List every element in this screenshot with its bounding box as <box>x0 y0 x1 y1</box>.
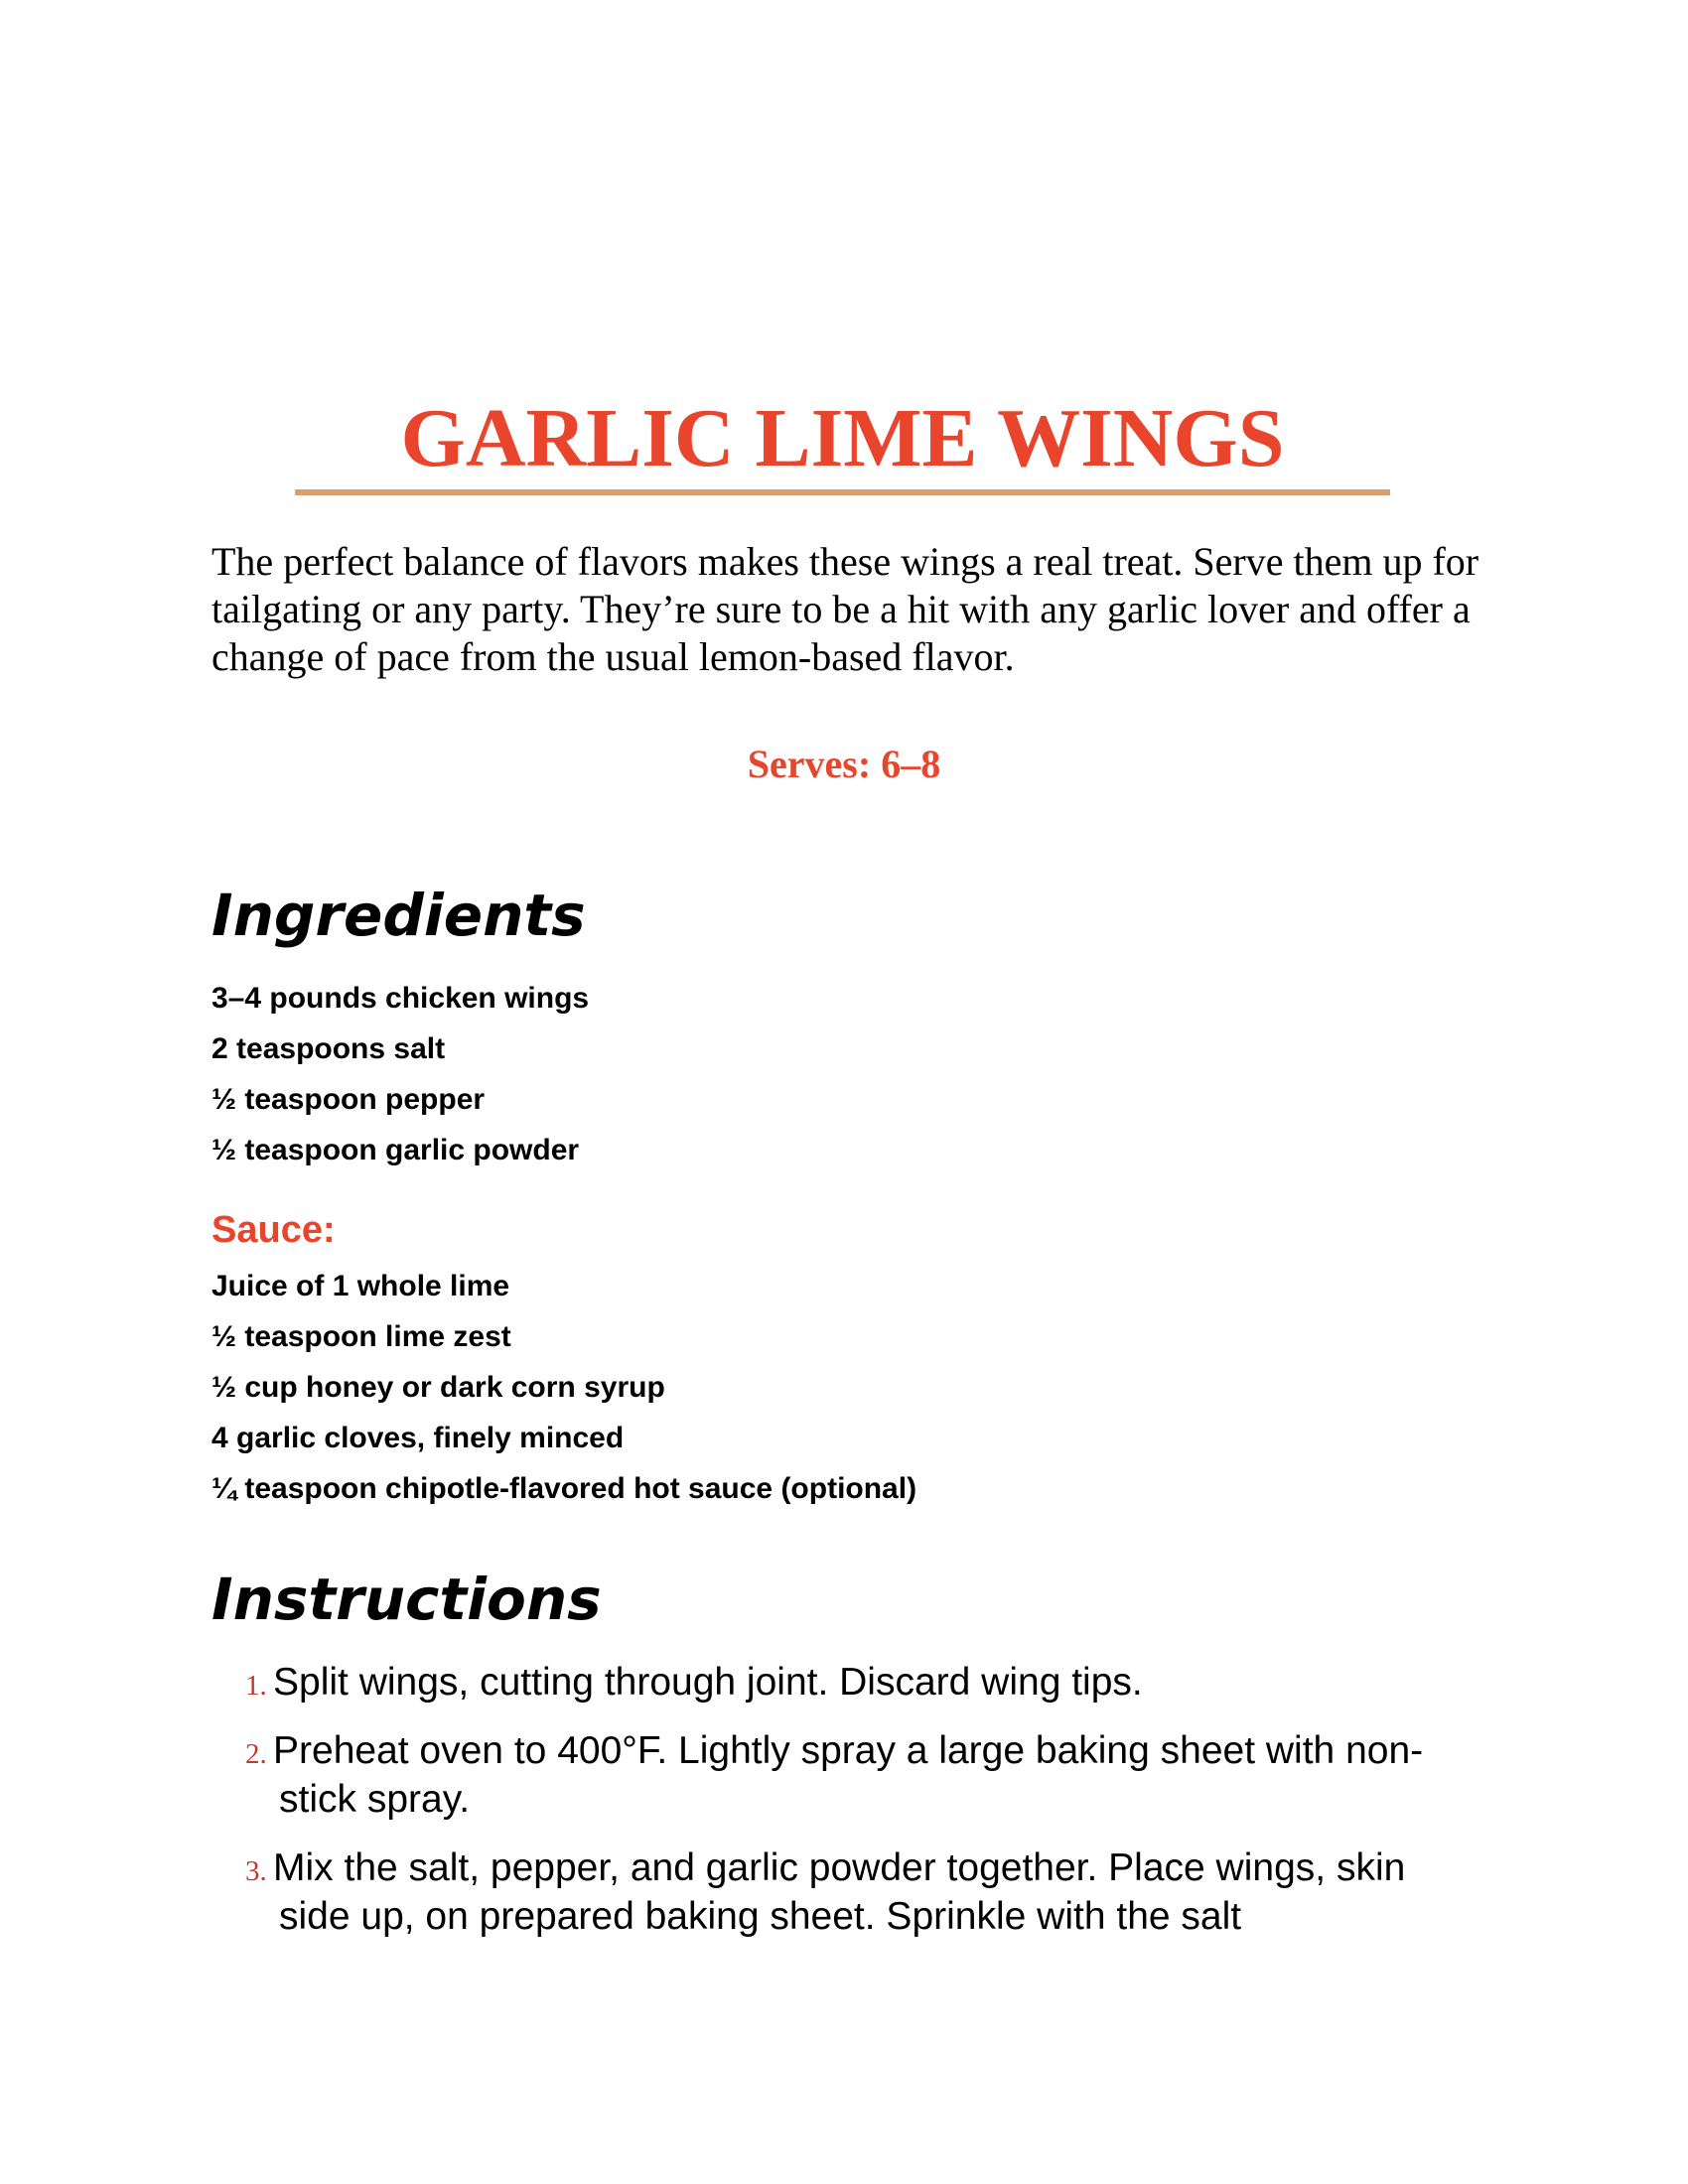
instruction-step <box>211 1726 1473 1824</box>
sauce-ingredient-item: ½ cup honey or dark corn syrup <box>211 1371 665 1404</box>
title-divider <box>295 489 1390 495</box>
instructions-heading: Instructions <box>211 1566 602 1633</box>
ingredient-item: 2 teaspoons salt <box>211 1032 446 1065</box>
ingredient-item: ½ teaspoon pepper <box>211 1083 486 1116</box>
instruction-steps <box>211 1658 1473 1961</box>
instruction-step <box>211 1843 1473 1941</box>
ingredient-item: 3–4 pounds chicken wings <box>211 982 590 1015</box>
sauce-ingredients-list <box>211 1261 916 1514</box>
step-number: 2. <box>245 1738 267 1770</box>
serves-count: Serves: 6–8 <box>747 742 941 786</box>
recipe-intro: The perfect balance of flavors makes these wings a real treat. Serve them up for tailgating or any party. They’re sure to be a hit with any garlic lover and offer a change of pace from the usual lemon-based flavor. <box>211 539 1479 679</box>
ingredient-item: ½ teaspoon garlic powder <box>211 1134 580 1166</box>
step-text: Split wings, cutting through joint. Discard wing tips. <box>273 1661 1143 1704</box>
sauce-subheading: Sauce: <box>211 1209 336 1251</box>
sauce-ingredient-item: 4 garlic cloves, finely minced <box>211 1422 625 1454</box>
sauce-ingredient-item: ½ teaspoon lime zest <box>211 1320 511 1353</box>
ingredients-heading: Ingredients <box>211 882 586 949</box>
ingredients-list <box>211 973 589 1175</box>
step-text: Preheat oven to 400°F. Lightly spray a large baking sheet with non-stick spray. <box>273 1729 1424 1821</box>
sauce-ingredient-item: Juice of 1 whole lime <box>211 1270 510 1302</box>
instruction-step <box>211 1658 1473 1706</box>
step-text: Mix the salt, pepper, and garlic powder together. Place wings, skin side up, on prepared baking sheet. Sprinkle with the salt <box>273 1846 1406 1938</box>
sauce-ingredient-item: ¼ teaspoon chipotle-flavored hot sauce (optional) <box>211 1472 917 1505</box>
step-number: 3. <box>245 1855 267 1887</box>
step-number: 1. <box>245 1670 267 1702</box>
recipe-title: GARLIC LIME WINGS <box>400 392 1285 484</box>
